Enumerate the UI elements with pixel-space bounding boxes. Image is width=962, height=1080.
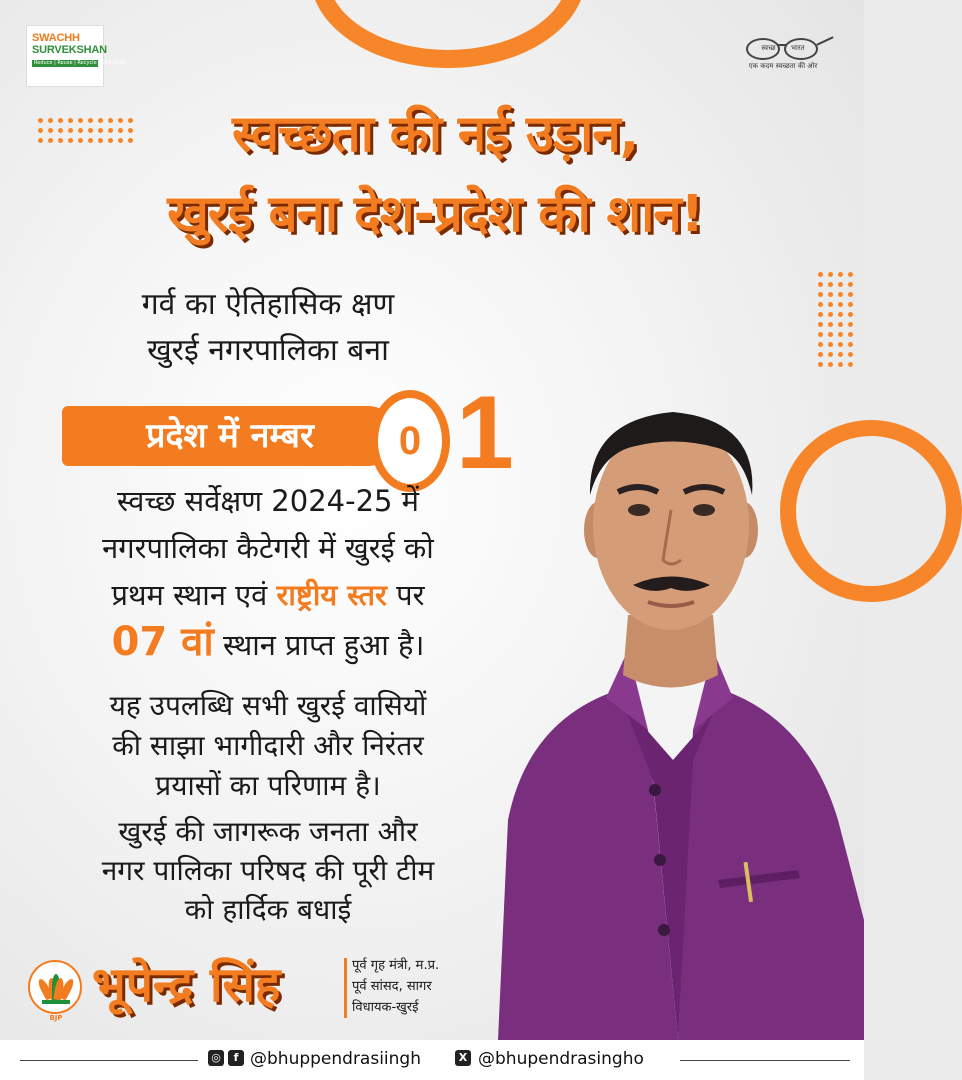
gandhi-glasses-icon bbox=[728, 36, 838, 60]
logo-tagline: एक कदम स्वच्छता की ओर bbox=[748, 62, 818, 70]
survey-text bbox=[18, 478, 518, 669]
national-level-highlight: राष्ट्रीय स्तर bbox=[276, 578, 387, 612]
rank-seventh-highlight: 07 वां bbox=[111, 619, 214, 665]
survey-line-2: नगरपालिका कैटेगरी में खुरई को bbox=[102, 531, 434, 565]
signature-name: भूपेन्द्र सिंह bbox=[92, 957, 281, 1013]
thanks-text bbox=[18, 812, 518, 929]
result-line-2: की साझा भागीदारी और निरंतर bbox=[112, 729, 424, 762]
logo-line-2: SURVEKSHAN bbox=[32, 44, 107, 56]
rank-badge: प्रदेश में नम्बर bbox=[62, 406, 398, 466]
result-line-1: यह उपलब्धि सभी खुरई वासियों bbox=[109, 689, 427, 722]
facebook-icon[interactable]: f bbox=[228, 1050, 244, 1066]
instagram-icon[interactable]: ◎ bbox=[208, 1050, 224, 1066]
footer-rule-right bbox=[680, 1060, 850, 1061]
swachh-bharat-logo bbox=[728, 36, 838, 80]
logo-word-right: भारत bbox=[791, 44, 805, 52]
designation-line-2: पूर्व सांसद, सागर bbox=[352, 979, 432, 994]
lotus-icon bbox=[28, 960, 82, 1014]
logo-line-3: Reduce | Reuse | Recycle 2024-2025 bbox=[34, 60, 126, 66]
intro-text bbox=[18, 282, 518, 374]
survey-line-3 bbox=[18, 572, 518, 619]
intro-line-1: गर्व का ऐतिहासिक क्षण bbox=[141, 287, 395, 322]
intro-line-2: खुरई नगरपालिका बना bbox=[147, 333, 389, 368]
result-text bbox=[18, 686, 518, 806]
designation-line-3: विधायक-खुरई bbox=[352, 1000, 419, 1015]
x-handle-link[interactable]: @bhupendrasingho bbox=[478, 1049, 644, 1069]
bjp-logo bbox=[28, 960, 84, 1020]
designation-block bbox=[352, 955, 439, 1018]
designation-line-1: पूर्व गृह मंत्री, म.प्र. bbox=[352, 958, 440, 973]
footer-bar bbox=[0, 1040, 864, 1080]
survey-line-1: स्वच्छ सर्वेक्षण 2024-25 में bbox=[116, 484, 420, 518]
swachh-survekshan-logo bbox=[26, 25, 126, 87]
rank-digit-one: 1 bbox=[456, 375, 510, 491]
portrait-photo bbox=[478, 400, 864, 1040]
survey-line-3-post: पर bbox=[386, 578, 425, 612]
logo-line-1: SWACHH bbox=[32, 32, 80, 44]
decorative-dots-right bbox=[818, 272, 853, 367]
headline-line-2: खुरई बना देश-प्रदेश की शान! bbox=[167, 185, 703, 244]
thanks-line-1: खुरई की जागरूक जनता और bbox=[118, 815, 418, 848]
rank-digit-zero: 0 bbox=[370, 390, 450, 492]
bjp-caption: BJP bbox=[49, 1014, 63, 1022]
thanks-line-3: को हार्दिक बधाई bbox=[184, 893, 352, 926]
thanks-line-2: नगर पालिका परिषद की पूरी टीम bbox=[101, 854, 435, 887]
survey-line-4 bbox=[18, 619, 518, 669]
survey-line-4-post: स्थान प्राप्त हुआ है। bbox=[213, 628, 425, 662]
headline-line-1: स्वच्छता की नई उड़ान, bbox=[231, 105, 639, 164]
survey-line-3-pre: प्रथम स्थान एवं bbox=[111, 578, 277, 612]
x-icon[interactable]: X bbox=[455, 1050, 471, 1066]
footer-rule-left bbox=[20, 1060, 198, 1061]
designation-divider bbox=[344, 958, 347, 1018]
meta-handle-link[interactable]: @bhuppendrasiingh bbox=[250, 1049, 421, 1069]
logo-word-left: स्वच्छ bbox=[761, 44, 776, 52]
result-line-3: प्रयासों का परिणाम है। bbox=[155, 769, 381, 802]
